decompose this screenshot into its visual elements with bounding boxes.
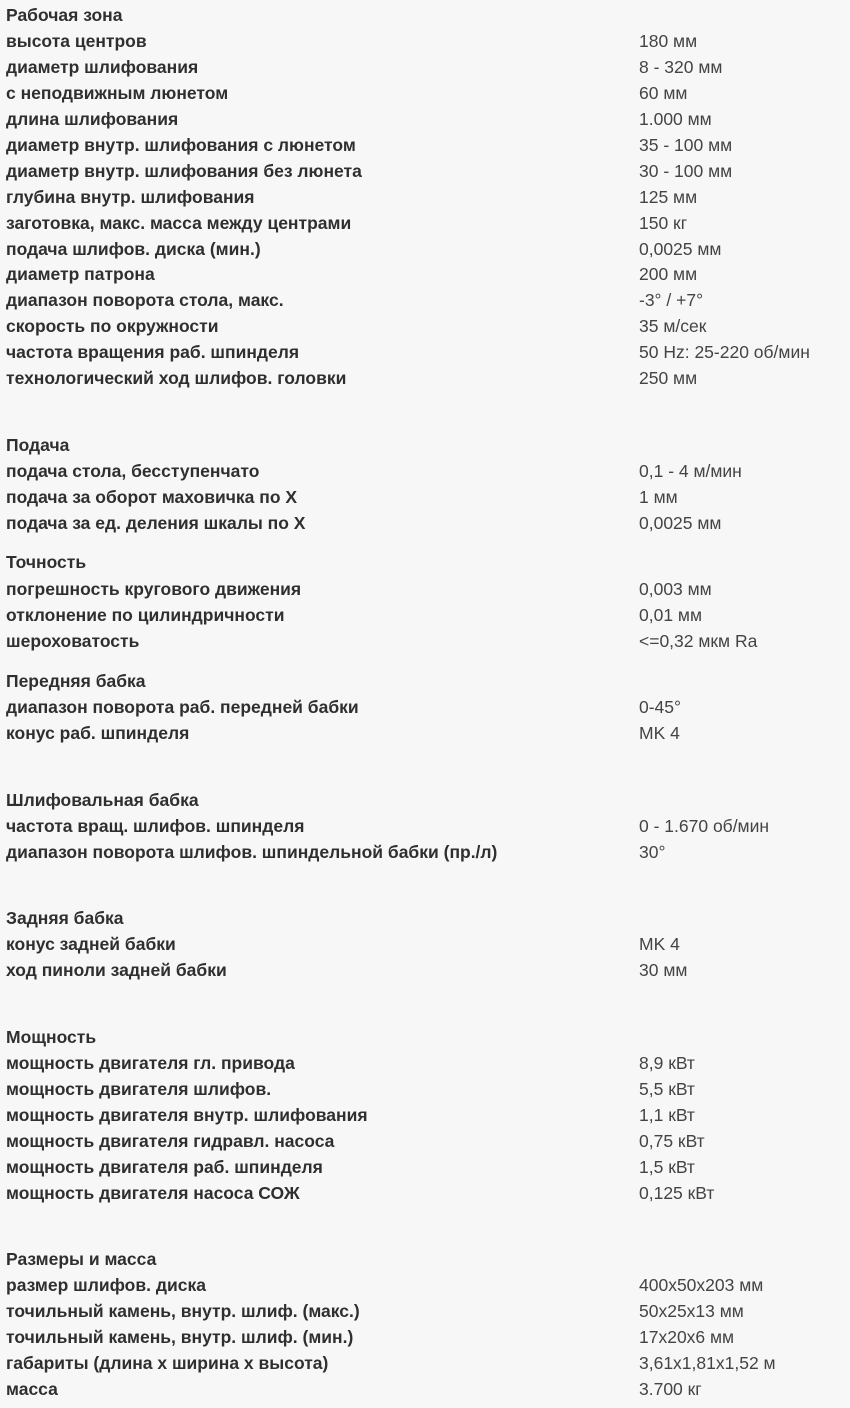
- spec-label: ход пиноли задней бабки: [6, 960, 227, 980]
- section-title: Точность: [6, 552, 87, 572]
- spec-label: подача стола, бесступенчато: [6, 461, 260, 481]
- spec-value: 250 мм: [639, 368, 698, 388]
- spec-value: 0,003 мм: [639, 579, 712, 599]
- spec-label: шероховатость: [6, 631, 140, 651]
- spec-row: [0, 1324, 850, 1350]
- spec-label: длина шлифования: [6, 109, 179, 129]
- spec-value: 1 мм: [639, 487, 678, 507]
- spec-value: 0,1 - 4 м/мин: [639, 461, 742, 481]
- spec-row: [0, 957, 850, 983]
- spec-value: 60 мм: [639, 83, 688, 103]
- spec-label: подача за ед. деления шкалы по X: [6, 513, 306, 533]
- spec-row: [0, 261, 850, 287]
- spec-value: 0 - 1.670 об/мин: [639, 816, 770, 836]
- section-title: Задняя бабка: [6, 908, 124, 928]
- spec-row: [0, 1050, 850, 1076]
- spec-label: точильный камень, внутр. шлиф. (мин.): [6, 1327, 354, 1347]
- spec-value: 0-45°: [639, 697, 682, 717]
- spec-value: MK 4: [639, 934, 680, 954]
- spec-row: [0, 1076, 850, 1102]
- spec-row: [0, 106, 850, 132]
- spec-value: 0,125 кВт: [639, 1183, 715, 1203]
- spec-value: 1,1 кВт: [639, 1105, 695, 1125]
- spec-label: глубина внутр. шлифования: [6, 187, 255, 207]
- spec-label: технологический ход шлифов. головки: [6, 368, 347, 388]
- spec-label: подача шлифов. диска (мин.): [6, 239, 261, 259]
- spec-value: 5,5 кВт: [639, 1079, 695, 1099]
- spec-row: [0, 839, 850, 865]
- spec-label: конус задней бабки: [6, 934, 176, 954]
- spec-value: 200 мм: [639, 264, 698, 284]
- spec-row: [0, 602, 850, 628]
- spec-value: 30 - 100 мм: [639, 161, 733, 181]
- section-heading-grinding-head: [0, 787, 850, 813]
- spec-value: 180 мм: [639, 31, 698, 51]
- spec-row: [0, 484, 850, 510]
- spec-row: [0, 184, 850, 210]
- spec-label: габариты (длина x ширина x высота): [6, 1353, 329, 1373]
- section-heading-headstock: [0, 668, 850, 694]
- spec-value: 8,9 кВт: [639, 1053, 695, 1073]
- spec-row: [0, 1298, 850, 1324]
- section-title: Подача: [6, 435, 70, 455]
- section-heading-accuracy: [0, 549, 850, 575]
- spec-value: 125 мм: [639, 187, 698, 207]
- spec-label: диаметр патрона: [6, 264, 155, 284]
- spec-label: частота вращения раб. шпинделя: [6, 342, 300, 362]
- section-heading-tailstock: [0, 905, 850, 931]
- section-title: Мощность: [6, 1027, 97, 1047]
- spec-label: мощность двигателя раб. шпинделя: [6, 1157, 323, 1177]
- spec-value: 30 мм: [639, 960, 688, 980]
- spec-label: диаметр внутр. шлифования без люнета: [6, 161, 362, 181]
- spec-row: [0, 931, 850, 957]
- spec-value: 1.000 мм: [639, 109, 712, 129]
- section-title: Шлифовальная бабка: [6, 790, 199, 810]
- spec-row: [0, 313, 850, 339]
- spec-label: отклонение по цилиндричности: [6, 605, 285, 625]
- spec-value: 150 кг: [639, 213, 688, 233]
- spec-value: <=0,32 мкм Ra: [639, 631, 758, 651]
- spec-value: -3° / +7°: [639, 290, 704, 310]
- spec-label: размер шлифов. диска: [6, 1275, 206, 1295]
- spec-value: 35 м/сек: [639, 316, 707, 336]
- spec-value: MK 4: [639, 723, 680, 743]
- spec-row: [0, 576, 850, 602]
- spec-label: заготовка, макс. масса между центрами: [6, 213, 352, 233]
- spec-row: [0, 1272, 850, 1298]
- spec-row: [0, 1154, 850, 1180]
- spec-value: 3.700 кг: [639, 1379, 702, 1399]
- spec-label: точильный камень, внутр. шлиф. (макс.): [6, 1301, 360, 1321]
- spec-row: [0, 628, 850, 654]
- spec-value: 30°: [639, 842, 666, 862]
- spec-value: 0,0025 мм: [639, 513, 722, 533]
- spec-label: с неподвижным люнетом: [6, 83, 229, 103]
- spec-row: [0, 1102, 850, 1128]
- section-heading-work-area: [0, 2, 850, 28]
- spec-row: [0, 1180, 850, 1206]
- section-heading-dimensions: [0, 1246, 850, 1272]
- spec-label: мощность двигателя гл. привода: [6, 1053, 295, 1073]
- section-title: Рабочая зона: [6, 5, 123, 25]
- spec-row: [0, 210, 850, 236]
- spec-value: 50x25x13 мм: [639, 1301, 744, 1321]
- spec-row: [0, 720, 850, 746]
- spec-value: 17x20x6 мм: [639, 1327, 735, 1347]
- spec-value: 8 - 320 мм: [639, 57, 723, 77]
- spec-row: [0, 813, 850, 839]
- spec-label: мощность двигателя гидравл. насоса: [6, 1131, 335, 1151]
- spec-label: скорость по окружности: [6, 316, 219, 336]
- spec-row: [0, 132, 850, 158]
- spec-label: высота центров: [6, 31, 147, 51]
- spec-label: диаметр внутр. шлифования с люнетом: [6, 135, 356, 155]
- spec-row: [0, 1376, 850, 1402]
- spec-row: [0, 694, 850, 720]
- section-heading-feed: [0, 432, 850, 458]
- section-heading-power: [0, 1024, 850, 1050]
- spec-row: [0, 1350, 850, 1376]
- spec-value: 400x50x203 мм: [639, 1275, 764, 1295]
- spec-label: частота вращ. шлифов. шпинделя: [6, 816, 305, 836]
- spec-row: [0, 510, 850, 536]
- spec-label: мощность двигателя шлифов.: [6, 1079, 272, 1099]
- spec-row: [0, 28, 850, 54]
- spec-row: [0, 458, 850, 484]
- spec-label: диаметр шлифования: [6, 57, 199, 77]
- spec-row: [0, 365, 850, 391]
- spec-row: [0, 287, 850, 313]
- spec-label: мощность двигателя внутр. шлифования: [6, 1105, 368, 1125]
- spec-row: [0, 158, 850, 184]
- section-title: Размеры и масса: [6, 1249, 157, 1269]
- spec-label: диапазон поворота раб. передней бабки: [6, 697, 359, 717]
- spec-value: 0,01 мм: [639, 605, 702, 625]
- spec-value: 3,61x1,81x1,52 м: [639, 1353, 776, 1373]
- spec-label: диапазон поворота шлифов. шпиндельной бабки (пр./л): [6, 842, 498, 862]
- spec-row: [0, 339, 850, 365]
- spec-value: 1,5 кВт: [639, 1157, 695, 1177]
- spec-label: погрешность кругового движения: [6, 579, 302, 599]
- spec-row: [0, 54, 850, 80]
- spec-value: 0,0025 мм: [639, 239, 722, 259]
- spec-value: 35 - 100 мм: [639, 135, 733, 155]
- spec-label: конус раб. шпинделя: [6, 723, 190, 743]
- spec-label: подача за оборот маховичка по X: [6, 487, 298, 507]
- spec-value: 50 Hz: 25-220 об/мин: [639, 342, 810, 362]
- spec-label: масса: [6, 1379, 58, 1399]
- spec-row: [0, 1128, 850, 1154]
- spec-label: диапазон поворота стола, макс.: [6, 290, 284, 310]
- spec-label: мощность двигателя насоса СОЖ: [6, 1183, 300, 1203]
- spec-value: 0,75 кВт: [639, 1131, 705, 1151]
- section-title: Передняя бабка: [6, 671, 146, 691]
- spec-row: [0, 80, 850, 106]
- spec-row: [0, 236, 850, 262]
